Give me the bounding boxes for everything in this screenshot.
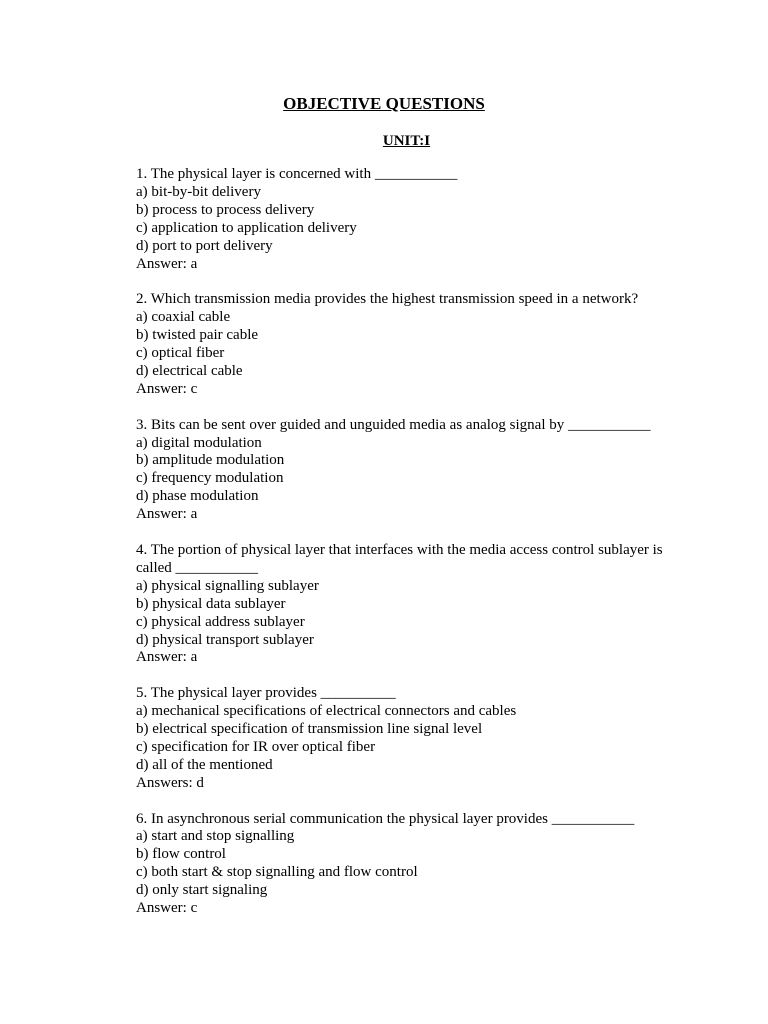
option-d: d) electrical cable bbox=[136, 362, 243, 379]
question-text: 4. The portion of physical layer that interfaces with the media access control sublayer is called ___________ bbox=[136, 541, 663, 576]
answer: Answer: a bbox=[136, 506, 198, 523]
document-title: OBJECTIVE QUESTIONS bbox=[283, 94, 485, 113]
option-b: b) flow control bbox=[136, 846, 226, 863]
question-3 bbox=[136, 417, 681, 524]
option-b: b) electrical specification of transmission line signal level bbox=[136, 721, 483, 738]
question-text: 6. In asynchronous serial communication the physical layer provides ___________ bbox=[136, 810, 635, 827]
question-text: 2. Which transmission media provides the highest transmission speed in a network? bbox=[136, 291, 639, 308]
answer: Answer: c bbox=[136, 900, 198, 917]
option-d: d) all of the mentioned bbox=[136, 756, 273, 773]
question-1 bbox=[136, 166, 681, 273]
answer: Answer: a bbox=[136, 255, 198, 272]
question-text: 3. Bits can be sent over guided and unguided media as analog signal by ___________ bbox=[136, 416, 651, 433]
option-d: d) port to port delivery bbox=[136, 237, 273, 254]
option-d: d) only start signaling bbox=[136, 882, 268, 899]
option-c: c) physical address sublayer bbox=[136, 613, 305, 630]
answer: Answer: a bbox=[136, 649, 198, 666]
option-c: c) both start & stop signalling and flow control bbox=[136, 864, 418, 881]
question-text: 1. The physical layer is concerned with ___________ bbox=[136, 166, 458, 182]
option-a: a) start and stop signalling bbox=[136, 828, 295, 845]
answer: Answers: d bbox=[136, 774, 204, 791]
question-2 bbox=[136, 291, 681, 398]
option-b: b) twisted pair cable bbox=[136, 327, 259, 344]
option-d: d) phase modulation bbox=[136, 488, 259, 505]
question-6 bbox=[136, 811, 681, 918]
option-a: a) mechanical specifications of electrical connectors and cables bbox=[136, 703, 517, 720]
unit-heading: UNIT:I bbox=[382, 133, 431, 149]
option-b: b) physical data sublayer bbox=[136, 595, 286, 612]
question-4 bbox=[136, 542, 681, 667]
question-list bbox=[136, 166, 681, 936]
option-b: b) process to process delivery bbox=[136, 201, 315, 218]
option-c: c) specification for IR over optical fiber bbox=[136, 738, 376, 755]
option-a: a) physical signalling sublayer bbox=[136, 577, 319, 594]
option-a: a) digital modulation bbox=[136, 434, 262, 451]
option-d: d) physical transport sublayer bbox=[136, 631, 314, 648]
option-a: a) bit-by-bit delivery bbox=[136, 183, 261, 200]
option-c: c) application to application delivery bbox=[136, 219, 357, 236]
question-text: 5. The physical layer provides __________ bbox=[136, 685, 396, 702]
option-c: c) optical fiber bbox=[136, 345, 225, 362]
answer: Answer: c bbox=[136, 380, 198, 397]
question-5 bbox=[136, 685, 681, 792]
option-a: a) coaxial cable bbox=[136, 309, 231, 326]
option-c: c) frequency modulation bbox=[136, 470, 284, 487]
option-b: b) amplitude modulation bbox=[136, 452, 285, 469]
